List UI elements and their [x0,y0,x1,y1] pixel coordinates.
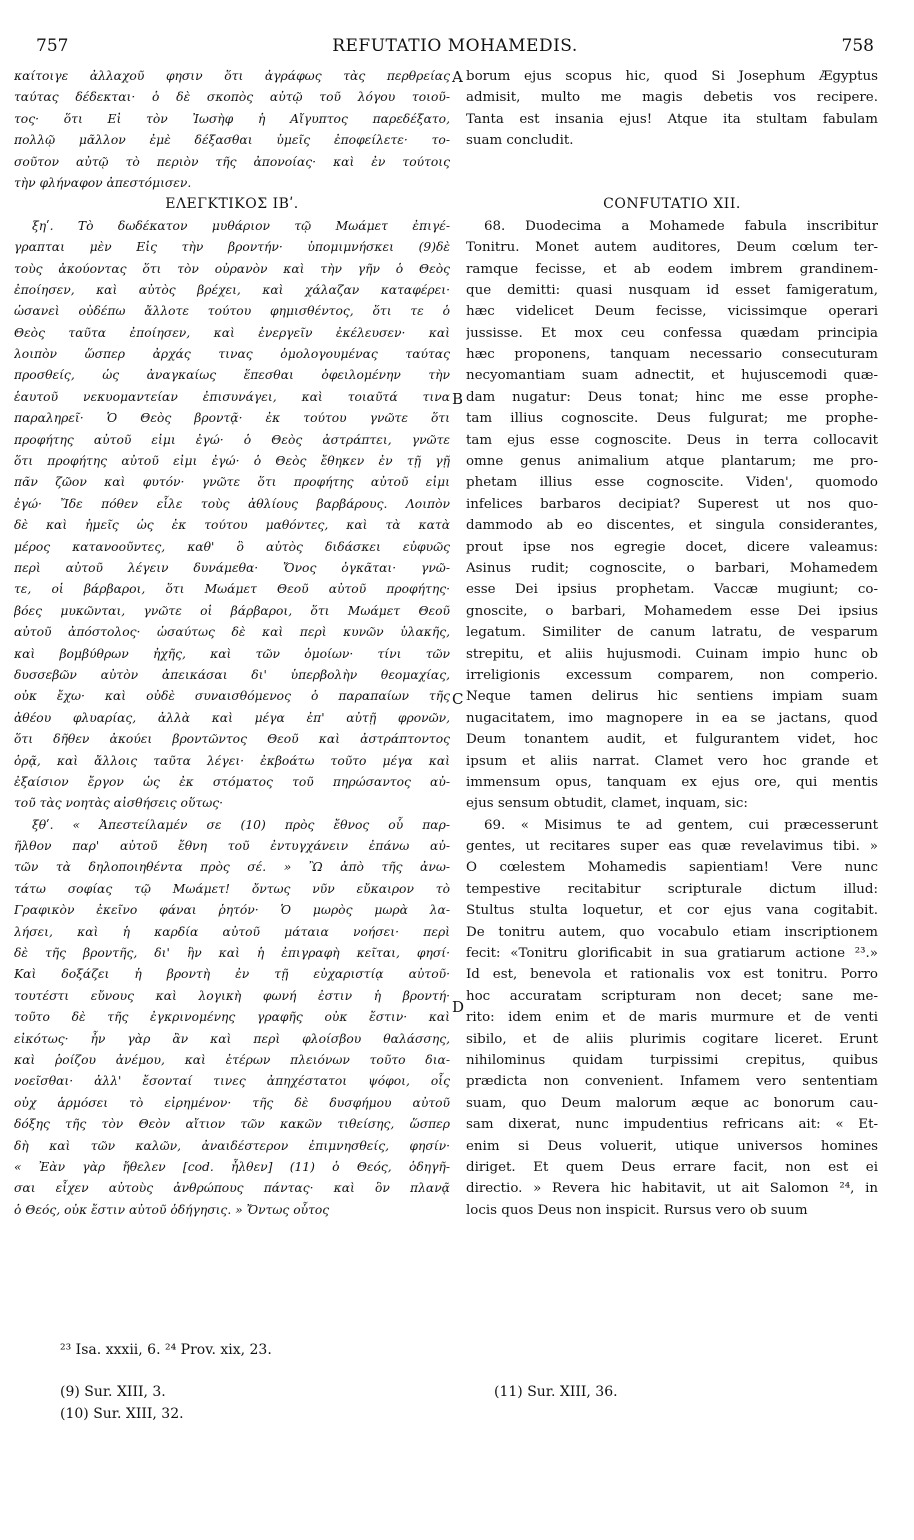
text-line: δὲ καὶ ἡμεῖς ὡς ἐκ τούτου μαθόντες, καὶ τὰ κατὰ [14,518,450,533]
running-title: REFUTATIO MOHAMEDIS. [332,36,578,56]
text-line: Id est, benevola et rationalis vox est tonitru. Porro [466,967,878,983]
text-line: νοεῖσθαι· ἀλλ' ἔσονταί τινες ἀπηχέστατοι ψόφοι, οἷς [14,1074,450,1089]
text-line: τοῦ τὰς νοητὰς αἰσθήσεις οὕτως· [14,796,224,811]
margin-letter-d: D [452,998,465,1016]
text-line: τε, οἱ βάρβαροι, ὅτι Μωάμετ Θεοῦ αὐτοῦ προφήτης· [14,582,450,597]
text-line: suam concludit. [466,133,574,149]
text-line: tam ejus esse cognoscite. Deus in terra collocavit [466,432,878,448]
text-line: λήσει, καὶ ἡ καρδία αὐτοῦ μάταια νοήσει· περὶ [14,924,450,939]
text-line: gnoscite, o barbari, Mohamedem esse Dei ipsius [466,603,878,619]
text-line: Tonitru. Monet autem auditores, Deum cœlum ter- [466,240,878,256]
text-line: αὐτοῦ ἀπόστολος· ὡσαύτως δὲ καὶ περὶ κυνῶν ὑλακῆς, [14,625,450,640]
text-line: suam, quo Deum malorum æque ac bonorum cau- [466,1095,878,1111]
footnote-10: (10) Sur. XIII, 32. [60,1406,184,1422]
text-line: 69. « Misimus te ad gentem, cui præcesserunt [484,817,878,833]
text-line: prout ipse nos egregie docet, dicere valeamus: [466,539,878,555]
text-line: CONFUTATIO XII. [603,196,741,213]
text-line: Neque tamen delirus hic sentiens impiam suam [466,689,878,705]
text-line: 68. Duodecima a Mohamede fabula inscribitur [484,218,878,234]
text-line: ὁ Θεός, οὐκ ἔστιν αὐτοῦ ὁδήγησις. » Ὄντως οὗτος [14,1202,330,1217]
text-line: phetam illius esse cognoscite. Viden', quomodo [466,475,878,491]
text-line: οὐχ ἁρμόσει τὸ εἰρημένον· τῆς δὲ δυσφήμου αὐτοῦ [14,1095,450,1110]
text-line: gentes, ut recitares super eas quæ revelavimus tibi. » [466,839,878,855]
text-line: hæc videlicet Deum fecisse, vicissimque operari [466,304,878,320]
text-line: δὲ τῆς βροντῆς, δι' ἣν καὶ ἡ ἐπιγραφὴ κεῖται, φησί· [14,946,450,961]
text-line: legatum. Similiter de canum latratu, de vesparum [466,625,878,641]
text-line: enim si Deus voluerit, utique universos homines [466,1138,878,1154]
text-line: τὴν φλήναφον ἀπεστόμισεν. [14,175,192,190]
text-line: γραπται μὲν Εἰς τὴν βροντήν· ὑπομιμνήσκει (9)δὲ [14,240,450,255]
text-line: τουτέστι εὔνους καὶ λογικὴ φωνή ἐστιν ἡ βροντή· [14,988,450,1003]
text-line: immensum opus, tanquam ex ejus ore, qui mentis [466,774,878,790]
text-line: ὅτι δῆθεν ἀκούει βροντῶντος Θεοῦ καὶ ἀστράπτοντος [14,732,450,747]
text-line: περὶ αὐτοῦ λέγειν δυνάμεθα· Ὄνος ὀγκᾶται· γνῶ- [14,560,450,575]
text-line: σοῦτον αὐτῷ τὸ περιὸν τῆς ἀπονοίας· καὶ ἐν τούτοις [14,154,450,169]
text-line [466,152,878,173]
text-line: locis quos Deus non inspicit. Rursus vero ob suum [466,1202,808,1218]
text-line: δόξης τῆς τὸν Θεὸν αἴτιον τῶν κακῶν τιθείσης, ὥσπερ [14,1117,450,1132]
text-line: Asinus rudit; cognoscite, o barbari, Mohamedem [466,560,878,576]
text-line: ipsum et aliis narrat. Clamet vero hoc grande et [466,753,878,769]
text-line [466,173,878,194]
latin-column [466,66,878,1221]
text-line: directio. » Revera hic habitavit, ut ait Salomon ²⁴, in [466,1181,878,1197]
text-line: ὡσανεὶ οὐδέπω ἄλλοτε τούτου φημισθέντος, ὅτι τε ὁ [14,304,450,319]
text-line: καὶ ῥοίζου ἀνέμου, καὶ ἑτέρων πλειόνων τοῦτο δια- [14,1052,450,1067]
footnote-11: (11) Sur. XIII, 36. [494,1384,618,1400]
text-line: strepitu, et aliis hujusmodi. Cuinam impio hunc ob [466,646,878,662]
text-line: ταύτας δέδεκται· ὁ δὲ σκοπὸς αὐτῷ τοῦ λόγου τοιοῦ- [14,90,450,105]
scripture-footnotes: ²³ Isa. xxxii, 6. ²⁴ Prov. xix, 23. [60,1342,272,1358]
running-header [36,36,874,60]
text-line: sam dixerat, nunc impudentius refricans ait: « Et- [466,1117,878,1133]
text-line: παραληρεῖ· Ὁ Θεὸς βροντᾷ· ἐκ τούτου γνῶτε ὅτι [14,411,450,426]
text-line: ῆλθον παρ' αὐτοῦ ἔθνη τοῦ ἐντυγχάνειν ἐπάνω αὐ- [14,839,450,854]
text-line: hoc accuratam scripturam non decet; sane me- [466,988,878,1004]
text-line: borum ejus scopus hic, quod Si Josephum Ægyptus [466,69,878,84]
text-line: nugacitatem, imo magnopere in ea se jactans, quod [466,710,878,726]
footnote-9: (9) Sur. XIII, 3. [60,1384,166,1400]
text-line: οὐκ ἔχω· καὶ οὐδὲ συναισθόμενος ὁ παραπαίων τῆς [14,689,450,704]
text-line: δὴ καὶ τῶν καλῶν, ἀναιδέστερον ἐπιμνησθείς, φησίν· [14,1138,450,1153]
text-line: hæc proponens, tanquam necessario consecuturam [466,347,878,363]
text-line: λοιπὸν ὥσπερ ἀρχάς τινας ὁμολογουμένας ταύτας [14,347,450,362]
text-line: dam nugatur: Deus tonat; hinc me esse prophe- [466,389,878,405]
text-line: πᾶν ζῶον καὶ φυτόν· γνῶτε ὅτι προφήτης αὐτοῦ εἰμι [14,475,450,490]
text-line: ἀθέου φλυαρίας, ἀλλὰ καὶ μέγα ἐπ' αὐτῇ φρονῶν, [14,710,450,725]
text-line: τάτω σοφίας τῷ Μωάμετ! ὄντως νῦν εὔκαιρον τὸ [14,881,450,896]
text-line: καὶ βομβύθρων ἠχῆς, καὶ τῶν ὁμοίων· τίνι τῶν [14,646,450,661]
text-line: infelices barbaros decipiat? Superest ut nos quo- [466,496,878,512]
text-line: βόες μυκῶνται, γνῶτε οἱ βάρβαροι, ὅτι Μωάμετ Θεοῦ [14,603,450,618]
text-line: προφήτης αὐτοῦ εἰμι ἐγώ· ὁ Θεὸς ἀστράπτει, γνῶτε [14,432,450,447]
text-line: Γραφικὸν ἐκεῖνο φάναι ῥητόν· Ὁ μωρὸς μωρὰ λα- [14,903,450,918]
text-line: ramque fecisse, et ab eodem imbrem grandinem- [466,261,878,277]
text-line: μέρος κατανοοῦντες, καθ' ὃ αὐτὸς διδάσκει εὐφυῶς [14,539,450,554]
text-line: ἑαυτοῦ νεκυομαντείαν ἐπισυνάγει, καὶ τοιαῦτά τινα [14,389,450,404]
text-line: irreligionis excessum comparem, non comperio. [466,667,878,683]
text-line: Tanta est insania ejus! Atque ita stultam fabulam [466,111,878,127]
text-line: ξηʹ. Τὸ δωδέκατον μυθάριον τῷ Μωάμετ ἐπιγέ- [32,218,450,233]
margin-letter-b: B [452,390,464,408]
text-line: que demitti: quasi nusquam id esset famigeratum, [466,282,878,298]
greek-column [14,66,450,1221]
text-line: diriget. Et quem Deus errare facit, non est ei [466,1159,878,1175]
page-number-left: 757 [36,36,69,56]
text-line: ἐξαίσιον ἔργον ὡς ἐκ στόματος τοῦ πηρώσαντος αὐ- [14,774,450,789]
margin-letter-c: C [452,690,464,708]
text-line: necyomantiam suam adnectit, et hujuscemodi quæ- [466,368,878,384]
text-line: Καὶ δοξάζει ἡ βροντὴ ἐν τῇ εὐχαριστίᾳ αὐτοῦ· [14,967,450,982]
text-line: δυσσεβῶν αὐτὸν ἀπεικάσαι δι' ὑπερβολὴν θεομαχίας, [14,667,450,682]
text-line: Stultus stulta loquetur, et cor ejus vana cogitabit. [466,903,878,919]
text-line: Deum tonantem audit, et fulgurantem videt, hoc [466,732,878,748]
text-line: ὅτι προφήτης αὐτοῦ εἰμι ἐγώ· ὁ Θεὸς ἔθηκεν ἐν τῇ γῇ [14,454,450,469]
text-line: πολλῷ μᾶλλον ἐμὲ δέξασθαι ὑμεῖς ἐποφείλετε· το- [14,133,450,148]
text-line: esse Dei ipsius prophetam. Vaccæ mugiunt; co- [466,582,878,598]
text-line: O cœlestem Mohamedis sapientiam! Vere nunc [466,860,878,876]
text-line: dammodo ab eo discentes, et singula considerantes, [466,518,878,534]
text-line: fecit: «Tonitru glorificabit in sua gratiarum actione ²³.» [466,946,878,962]
page-number-right: 758 [841,36,874,56]
text-line: τοὺς ἀκούοντας ὅτι τὸν οὐρανὸν καὶ τὴν γῆν ὁ Θεὸς [14,261,450,276]
text-line: sibilo, et de aliis plurimis cogitare liceret. Erunt [466,1031,878,1047]
text-line: jussisse. Et mox ceu confessa quædam principia [466,325,878,341]
text-line: De tonitru autem, quo vocabulo etiam inscriptionem [466,924,878,940]
text-line: τῶν τὰ δηλοποιηθέντα πρὸς σέ. » Ὢ ἀπὸ τῆς ἀνω- [14,860,450,875]
text-line: σαι εἶχεν αὐτοὺς ἀνθρώπους πάντας· καὶ ὃν πλανᾷ [14,1181,450,1196]
text-line: omne genus animalium atque plantarum; me pro- [466,454,878,470]
margin-letter-a: A [452,68,463,86]
text-line: ejus sensum obtudit, clamet, inquam, sic: [466,796,748,812]
text-line: rito: idem enim et de maris murmure et de venti [466,1010,878,1026]
text-line: tempestive recitabitur scripturale dictum illud: [466,881,878,897]
text-line: ξθʹ. « Ἀπεστείλαμέν σε (10) πρὸς ἔθνος οὗ παρ- [32,817,450,832]
text-line: ὁρᾷ, καὶ ἄλλοις ταῦτα λέγει· ἐκβοάτω τοῦτο μέγα καὶ [14,753,450,768]
text-line: τοῦτο δὲ τῆς ἐγκρινομένης γραφῆς οὐκ ἔστιν· καὶ [14,1010,450,1025]
text-line: καίτοιγε ἀλλαχοῦ φησιν ὅτι ἀγράφως τὰς περθρείας [14,69,450,83]
text-line: « Ἐὰν γὰρ ἤθελεν [cod. ἦλθεν] (11) ὁ Θεός, ὁδηγῆ- [14,1159,450,1174]
text-line: τος· ὅτι Εἰ τὸν Ἰωσὴφ ἡ Αἴγυπτος παρεδέξατο, [14,111,450,126]
text-line: Θεὸς ταῦτα ἐποίησεν, καὶ ἐνεργεῖν ἐκέλευσεν· καὶ [14,325,450,340]
text-line: ἐγώ· Ἴδε πόθεν εἷλε τοὺς ἀθλίους βαρβάρους. Λοιπὸν [14,496,450,511]
text-line: προσθείς, ὡς ἀναγκαίως ἕπεσθαι ὀφειλομένην τὴν [14,368,450,383]
text-line: tam illius cognoscite. Deus fulgurat; me prophe- [466,411,878,427]
text-line: ΕΛΕΓΚΤΙΚΟΣ ΙΒʹ. [165,196,299,213]
text-line: nihilominus quidam turpissimi crepitus, quibus [466,1052,878,1068]
text-line: prædicta non convenient. Infamem vero sententiam [466,1074,878,1090]
text-line: ἐποίησεν, καὶ αὐτὸς βρέχει, καὶ χάλαζαν καταφέρει· [14,282,450,297]
text-line: εἰκότως· ἦν γὰρ ἂν καὶ περὶ φλοίσβου θαλάσσης, [14,1031,450,1046]
text-line: admisit, multo me magis debetis vos recipere. [466,90,878,106]
